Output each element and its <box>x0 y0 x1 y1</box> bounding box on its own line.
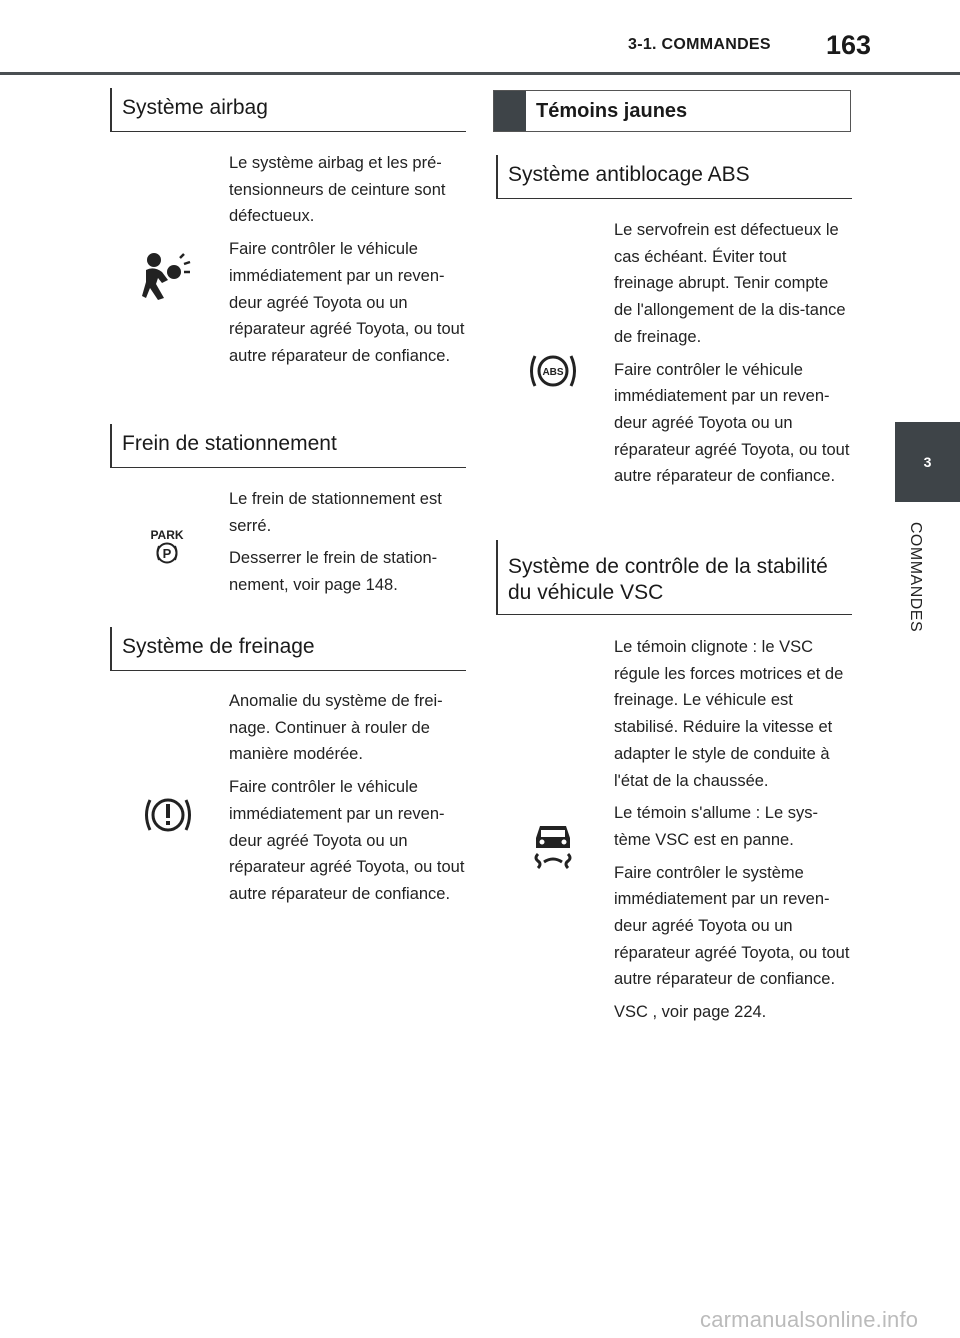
watermark: carmanualsonline.info <box>700 1307 919 1332</box>
paragraph: Desserrer le frein de station-nement, voir page 148. <box>229 549 438 595</box>
chapter-label: COMMANDES <box>907 521 924 633</box>
brake-system-warning-icon <box>142 793 194 837</box>
section-heading-vsc: Système de contrôle de la stabilité du véhicule VSC <box>496 540 852 615</box>
header-divider <box>0 72 960 75</box>
section-heading-yellow-indicators <box>493 90 851 132</box>
airbag-text <box>229 150 465 376</box>
parking-text <box>229 486 465 605</box>
section-heading-braking: Système de freinage <box>110 627 466 671</box>
paragraph: Anomalie du système de frei-nage. Continuer à rouler de manière modérée. <box>229 692 443 764</box>
svg-text:PARK: PARK <box>150 528 184 542</box>
section-heading-parking: Frein de stationnement <box>110 424 466 468</box>
paragraph: Faire contrôler le véhicule immédiatement par un reven-deur agréé Toyota ou un réparateur agréé Toyota, ou tout autre réparateur de confiance. <box>229 240 465 365</box>
paragraph: Le système airbag et les pré-tensionneurs de ceinture sont défectueux. <box>229 154 446 226</box>
braking-text <box>229 688 465 914</box>
svg-text:P: P <box>162 546 172 561</box>
yellow-heading-title: Témoins jaunes <box>536 99 688 122</box>
paragraph: Le frein de stationnement est serré. <box>229 490 442 535</box>
svg-text:ABS: ABS <box>542 367 564 378</box>
chapter-side-label <box>893 502 937 652</box>
page-number: 163 <box>826 30 872 60</box>
paragraph: Le témoin s'allume : Le sys-tème VSC est en panne. <box>614 804 818 849</box>
paragraph: Faire contrôler le véhicule immédiatement par un reven-deur agréé Toyota ou un réparateur agréé Toyota, ou tout autre réparateur de confiance. <box>229 778 465 903</box>
heading-bar <box>494 91 526 131</box>
chapter-number: 3 <box>923 454 932 470</box>
park-brake-icon <box>146 526 188 568</box>
abs-text <box>614 217 850 496</box>
vsc-skid-icon <box>532 820 574 870</box>
paragraph: Le témoin clignote : le VSC régule les forces motrices et de freinage. Le véhicule est stabilisé. Réduire la vitesse et adapter le style de conduite à l'état de la chaussée. <box>614 638 844 790</box>
paragraph: Le servofrein est défectueux le cas échéant. Éviter tout freinage abrupt. Tenir compte de l'allongement de la dis-tance de freinage. <box>614 221 846 346</box>
paragraph: Faire contrôler le système immédiatement par un reven-deur agréé Toyota ou un réparateur agréé Toyota, ou tout autre réparateur de confiance. <box>614 863 850 989</box>
header-section-title: 3-1. COMMANDES <box>628 36 771 53</box>
paragraph: Faire contrôler le véhicule immédiatement par un reven-deur agréé Toyota ou un réparateur agréé Toyota, ou tout autre réparateur de confiance. <box>614 360 850 486</box>
chapter-tab <box>895 422 960 502</box>
section-heading-abs: Système antiblocage ABS <box>496 155 852 199</box>
vsc-text <box>614 634 850 1032</box>
abs-warning-icon <box>526 350 580 392</box>
paragraph: VSC , voir page 224. <box>614 1003 767 1022</box>
section-heading-airbag: Système airbag <box>110 88 466 132</box>
airbag-warning-icon <box>140 250 192 302</box>
